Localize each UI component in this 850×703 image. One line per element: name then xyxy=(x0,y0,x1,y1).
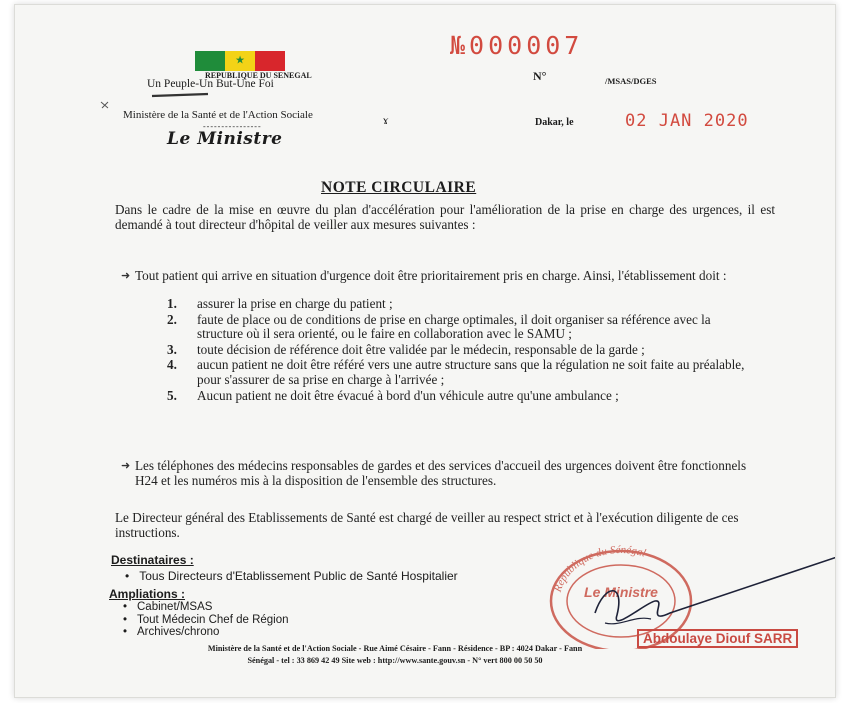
list-item xyxy=(167,358,757,387)
list-item xyxy=(167,343,757,358)
list-item-number: 2. xyxy=(167,311,177,327)
intro-paragraph: Dans le cadre de la mise en œuvre du plan d'accélération pour l'amélioration de la prise en charge des urgences, il est demandé à tout directeur d'hôpital de veiller aux mesures suivantes : xyxy=(115,202,775,232)
copies-item: • Archives/chrono xyxy=(123,626,289,639)
separator-line: ---------------- xyxy=(203,122,262,131)
closing-paragraph: Le Directeur général des Etablissements de Santé est chargé de veiller au respect strict et à l'exécution diligente de ces instructions. xyxy=(115,510,739,540)
bullet-text-1: Tout patient qui arrive en situation d'urgence doit être prioritairement pris en charge. Ainsi, l'établissement doit : xyxy=(135,268,727,283)
list-item-number: 4. xyxy=(167,357,177,373)
checkmark-icon: ɤ xyxy=(383,113,389,127)
bullet-text-2: Les téléphones des médecins responsables de gardes et des services d'accueil des urgences doivent être fonctionnels H24 et les numéros mis à la disposition de l'ensemble des structures. xyxy=(135,458,747,488)
document-page xyxy=(14,4,836,698)
signatory-name: Abdoulaye Diouf SARR xyxy=(637,629,798,648)
copies-list xyxy=(123,601,289,639)
footer-address: Ministère de la Santé et de l'Action Sociale - Rue Aimé Césaire - Fann - Résidence - BP : 4024 Dakar - Fann xyxy=(207,644,583,653)
bullet-paragraph-1 xyxy=(121,268,760,284)
list-item-text: faute de place ou de conditions de prise en charge optimales, il doit organiser sa référence avec la structure où il sera orienté, ou le faire en collaboration avec le SAMU ; xyxy=(197,311,711,342)
registration-number-stamp: №000007 xyxy=(450,31,584,60)
list-item-number: 1. xyxy=(167,296,177,311)
list-item-text: Aucun patient ne doit être évacué à bord d'un véhicule autre qu'une ambulance ; xyxy=(197,387,619,403)
arrow-bullet-icon: ➜ xyxy=(121,460,131,472)
office-title: Le Ministre xyxy=(167,129,283,149)
handwritten-mark-icon xyxy=(100,100,110,110)
list-item xyxy=(167,313,757,342)
copies-item: • Cabinet/MSAS xyxy=(123,601,289,614)
numbered-list xyxy=(167,297,757,404)
star-icon: ★ xyxy=(235,54,245,67)
number-label: N° xyxy=(533,69,547,83)
ministry-name: Ministère de la Santé et de l'Action Sociale xyxy=(123,109,313,121)
page-footer xyxy=(115,643,675,667)
seal-top-text: République du Sénégal xyxy=(551,543,648,594)
copies-item: • Tout Médecin Chef de Région xyxy=(123,614,289,627)
reference-code: /MSAS/DGES xyxy=(605,76,657,86)
arrow-bullet-icon: ➜ xyxy=(121,270,131,282)
pen-mark-icon xyxy=(150,91,210,99)
place-label: Dakar, le xyxy=(535,117,574,128)
list-item-number: 3. xyxy=(167,341,177,357)
list-item-number: 5. xyxy=(167,387,177,403)
date-stamp: 02 JAN 2020 xyxy=(625,111,749,131)
seal-center-text: Le Ministre xyxy=(584,584,658,600)
document-title: NOTE CIRCULAIRE xyxy=(321,179,477,196)
list-item xyxy=(167,389,757,404)
list-item-text: aucun patient ne doit être référé vers une autre structure sans que la régulation ne soit faite au préalable, pour s'assurer de sa prise en charge à l'arrivée ; xyxy=(197,357,745,387)
recipient-item: • Tous Directeurs d'Etablissement Public de Santé Hospitalier xyxy=(125,569,458,583)
republic-name: REPUBLIQUE DU SENEGAL xyxy=(205,71,312,80)
footer-contact: Sénégal - tel : 33 869 42 49 Site web : http://www.sante.gouv.sn - N° vert 800 00 50 50 xyxy=(247,656,543,665)
national-motto: Un Peuple-Un But-Une Foi xyxy=(147,78,274,90)
bullet-paragraph-2 xyxy=(121,458,760,488)
recipient-text: Tous Directeurs d'Etablissement Public de Santé Hospitalier xyxy=(139,569,458,583)
senegal-flag xyxy=(195,51,285,71)
copies-heading: Ampliations : xyxy=(109,587,186,601)
list-item xyxy=(167,297,757,312)
list-item-text: assurer la prise en charge du patient ; xyxy=(197,296,393,311)
list-item-text: toute décision de référence doit être validée par le médecin, responsable de la garde ; xyxy=(197,341,645,357)
recipients-heading: Destinataires : xyxy=(111,553,194,567)
